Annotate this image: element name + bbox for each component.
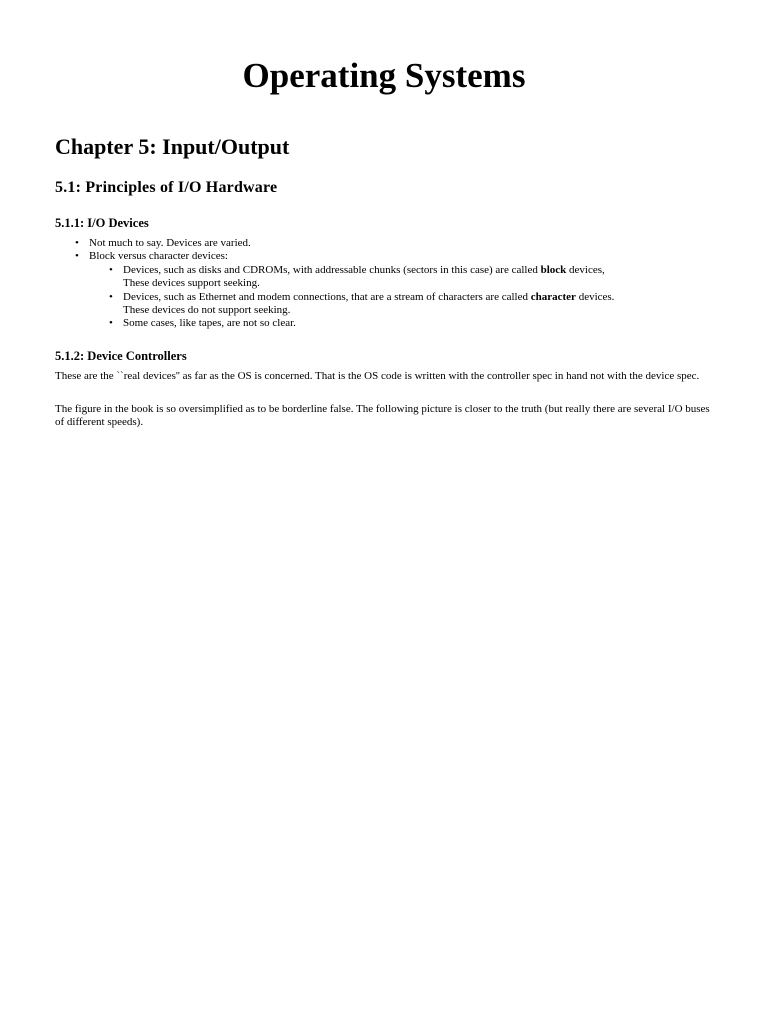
- bold-term-character: character: [530, 290, 576, 303]
- list-item-continuation: These devices do not support seeking.: [123, 304, 291, 317]
- bold-term-block: block: [540, 263, 567, 276]
- subsection-heading-device-controllers: 5.1.2: Device Controllers: [55, 349, 187, 363]
- chapter-heading: Chapter 5: Input/Output: [55, 134, 290, 159]
- bullet-icon: •: [109, 317, 113, 330]
- bullet-icon: •: [75, 250, 79, 263]
- list-item-continuation: These devices support seeking.: [123, 277, 260, 290]
- section-heading: 5.1: Principles of I/O Hardware: [55, 179, 278, 196]
- list-item-text: Some cases, like tapes, are not so clear.: [123, 317, 296, 330]
- list-item-text: Devices, such as disks and CDROMs, with addressable chunks (sectors in this case) are called: [123, 263, 541, 276]
- list-item: [55, 237, 735, 250]
- bullet-icon: •: [109, 290, 113, 303]
- list-item: [55, 250, 735, 263]
- bullet-icon: •: [75, 237, 79, 249]
- list-item-text: Not much to say. Devices are varied.: [89, 237, 251, 249]
- list-item: [55, 291, 735, 318]
- paragraph: The figure in the book is so oversimplified as to be borderline false. The following picture is closer to the truth (but really there are several I/O buses of different speeds).: [55, 403, 710, 429]
- list-item: [55, 264, 735, 291]
- subsection-heading-io-devices: 5.1.1: I/O Devices: [55, 216, 149, 230]
- list-item-text: devices,: [566, 263, 605, 276]
- list-item-text: Devices, such as Ethernet and modem connections, that are a stream of characters are called: [123, 290, 531, 303]
- io-devices-list: [55, 237, 735, 331]
- document-title: Operating Systems: [242, 56, 526, 95]
- paragraph: These are the ``real devices'' as far as the OS is concerned. That is the OS code is written with the controller spec in hand not with the device spec.: [55, 370, 700, 382]
- list-item-text: devices.: [575, 290, 615, 303]
- list-item-text: Block versus character devices:: [89, 250, 228, 263]
- bullet-icon: •: [109, 263, 113, 276]
- list-item: [55, 317, 735, 330]
